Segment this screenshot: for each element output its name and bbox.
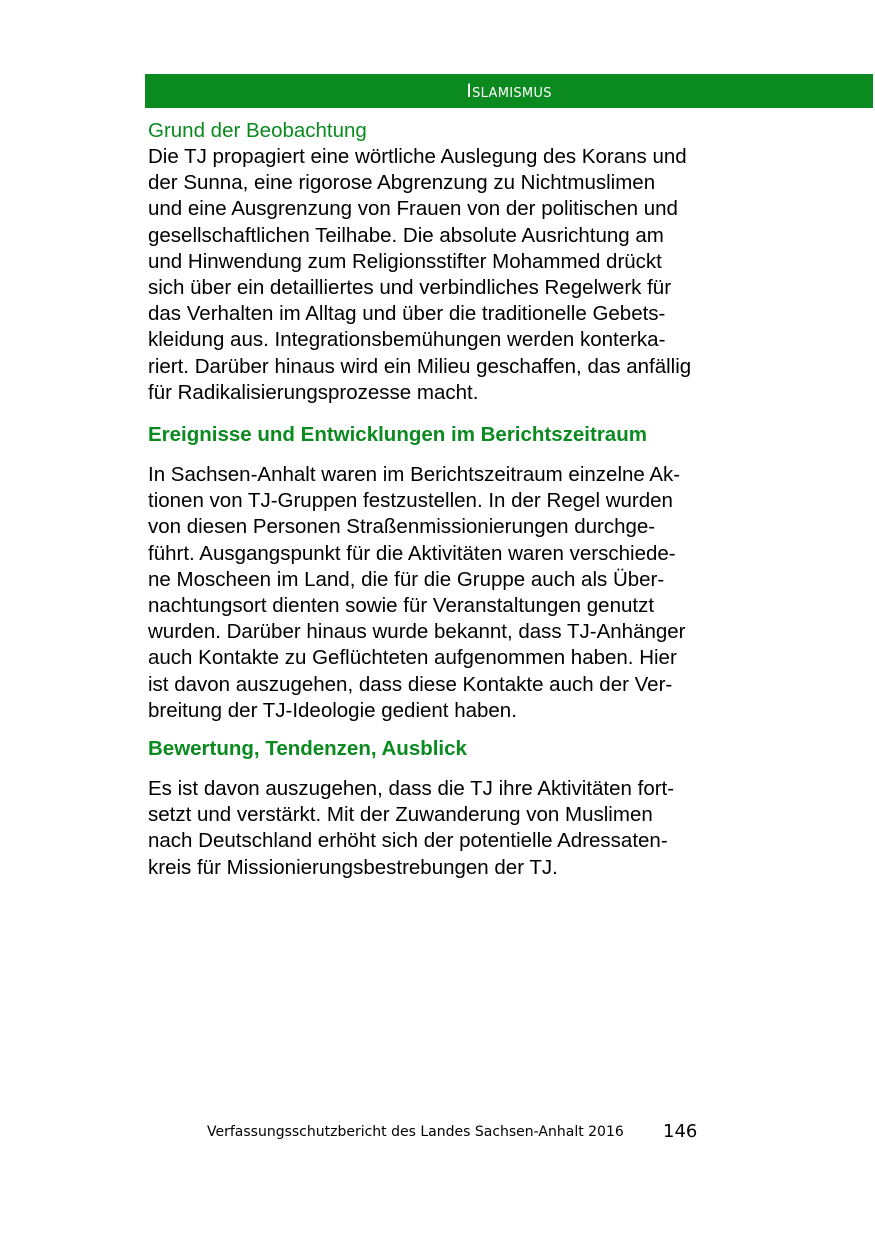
page-number: 146 xyxy=(663,1121,698,1142)
section-heading-ereignisse: Ereignisse und Entwicklungen im Berichtszeitraum xyxy=(148,423,647,447)
section-heading-grund: Grund der Beobachtung xyxy=(148,119,367,142)
section-heading-bewertung: Bewertung, Tendenzen, Ausblick xyxy=(148,737,467,761)
chapter-title: Islamismus xyxy=(466,80,552,102)
section-text-bewertung: Es ist davon auszugehen, dass die TJ ihre Aktivitäten fort- setzt und verstärkt. Mit der Zuwanderung von Muslimen nach Deutschland erhöht sich der potentielle Adressaten- kreis für Missionierungsbestrebungen der TJ. xyxy=(148,777,675,879)
section-text-grund: Die TJ propagiert eine wörtliche Auslegung des Korans und der Sunna, eine rigorose Abgrenzung zu Nichtmuslimen und eine Ausgrenzung von Frauen von der politischen und gesellschaftlichen Teilhabe. Die absolute Ausrichtung am und Hinwendung zum Religionsstifter Mohammed drückt sich über ein detailliertes und verbindliches Regelwerk für das Verhalten im Alltag und über die traditionelle Gebets- kleidung aus. Integrationsbemühungen werden konterka- riert. Darüber hinaus wird ein Milieu geschaffen, das anfällig für Radikalisierungsprozesse macht. xyxy=(148,145,692,404)
page-content xyxy=(148,118,763,881)
footer-publication-title: Verfassungsschutzbericht des Landes Sachsen-Anhalt 2016 xyxy=(207,1124,624,1140)
chapter-header-bar xyxy=(145,74,873,108)
section-text-ereignisse: In Sachsen-Anhalt waren im Berichtszeitraum einzelne Ak- tionen von TJ-Gruppen festzustellen. In der Regel wurden von diesen Personen Straßenmissionierungen durchge- führt. Ausgangspunkt für die Aktivitäten waren verschiede- ne Moscheen im Land, die für die Gruppe auch als Über- nachtungsort dienten sowie für Veranstaltungen genutzt wurden. Darüber hinaus wurde bekannt, dass TJ-Anhänger auch Kontakte zu Geflüchteten aufgenommen haben. Hier ist davon auszugehen, dass diese Kontakte auch der Ver- breitung der TJ-Ideologie gedient haben. xyxy=(148,463,686,722)
